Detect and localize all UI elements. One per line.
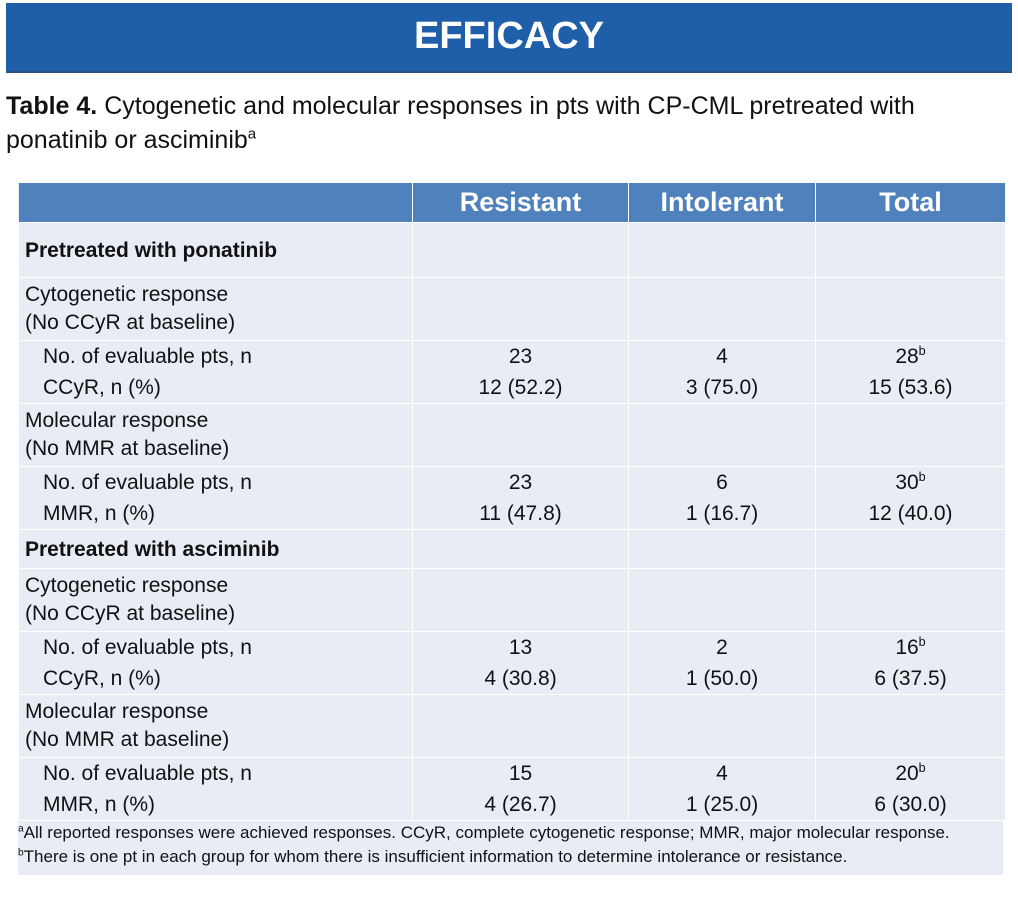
group-label-line1: Cytogenetic response [25,574,229,597]
empty-cell [629,223,816,278]
row-label: No. of evaluable pts, n [19,341,413,373]
footnote [18,821,1003,875]
group-label [19,695,413,758]
intolerant-value: 2 [629,632,816,664]
response-table [18,182,1006,820]
total-value: 12 (40.0) [868,502,953,525]
empty-cell [413,569,629,632]
total-cell [816,498,1006,530]
group-label [19,278,413,341]
banner-title: EFFICACY [6,3,1012,73]
caption-label: Table 4. [6,92,98,120]
total-value: 6 (30.0) [874,793,947,816]
total-value: 28 [895,345,919,368]
intolerant-value: 1 (16.7) [629,498,816,530]
group-label-line2: (No MMR at baseline) [25,728,230,751]
total-value: 6 (37.5) [874,667,947,690]
intolerant-value: 1 (50.0) [629,663,816,695]
header-label-column [19,183,413,223]
header-resistant: Resistant [413,183,629,223]
total-cell [816,789,1006,820]
section-row [19,223,1006,278]
resistant-value: 4 (26.7) [413,789,629,820]
resistant-value: 4 (30.8) [413,663,629,695]
group-label-line2: (No MMR at baseline) [25,437,230,460]
table-row [19,372,1006,404]
total-superscript: b [918,344,926,358]
total-cell [816,372,1006,404]
empty-cell [629,530,816,569]
row-label: CCyR, n (%) [19,663,413,695]
empty-cell [816,223,1006,278]
group-label-line2: (No CCyR at baseline) [25,602,236,625]
empty-cell [413,278,629,341]
table-body [19,223,1006,821]
total-cell [816,758,1006,790]
table-header-row [19,183,1006,223]
total-cell [816,632,1006,664]
group-row [19,695,1006,758]
empty-cell [816,278,1006,341]
footnote-text-b: There is one pt in each group for whom there is insufficient information to determine intolerance or resistance. [23,847,848,866]
empty-cell [629,404,816,467]
resistant-value: 15 [413,758,629,790]
group-label-line1: Molecular response [25,409,209,432]
intolerant-value: 4 [629,758,816,790]
table-row [19,498,1006,530]
empty-cell [629,569,816,632]
row-label: No. of evaluable pts, n [19,632,413,664]
total-cell [816,341,1006,373]
section-title: Pretreated with ponatinib [19,223,413,278]
empty-cell [629,278,816,341]
section-title: Pretreated with asciminib [19,530,413,569]
table-row [19,663,1006,695]
table-row [19,632,1006,664]
group-label [19,569,413,632]
total-superscript: b [918,761,926,775]
group-row [19,569,1006,632]
intolerant-value: 1 (25.0) [629,789,816,820]
intolerant-value: 3 (75.0) [629,372,816,404]
resistant-value: 11 (47.8) [413,498,629,530]
total-value: 16 [895,636,919,659]
empty-cell [816,404,1006,467]
empty-cell [413,404,629,467]
table-row [19,789,1006,820]
empty-cell [816,695,1006,758]
group-label-line1: Molecular response [25,700,209,723]
empty-cell [629,695,816,758]
total-cell [816,663,1006,695]
empty-cell [816,530,1006,569]
header-intolerant: Intolerant [629,183,816,223]
footnote-sup-b: b [18,847,24,859]
total-superscript: b [918,635,926,649]
group-label-line1: Cytogenetic response [25,283,229,306]
table-caption [6,89,1006,157]
header-total: Total [816,183,1006,223]
total-superscript: b [918,470,926,484]
total-cell [816,467,1006,499]
empty-cell [816,569,1006,632]
row-label: No. of evaluable pts, n [19,758,413,790]
total-value: 30 [895,471,919,494]
intolerant-value: 6 [629,467,816,499]
footnote-text-a: All reported responses were achieved responses. CCyR, complete cytogenetic response; MMR, major molecular response. [23,823,950,842]
table-row [19,758,1006,790]
group-row [19,404,1006,467]
footnote-sup-a: a [18,823,24,835]
section-row [19,530,1006,569]
resistant-value: 12 (52.2) [413,372,629,404]
intolerant-value: 4 [629,341,816,373]
table-row [19,341,1006,373]
resistant-value: 23 [413,341,629,373]
total-value: 20 [895,762,919,785]
row-label: MMR, n (%) [19,498,413,530]
caption-text: Cytogenetic and molecular responses in pts with CP-CML pretreated with ponatinib or asciminib [6,92,915,154]
resistant-value: 13 [413,632,629,664]
resistant-value: 23 [413,467,629,499]
caption-superscript: a [247,125,257,143]
row-label: MMR, n (%) [19,789,413,820]
table-row [19,467,1006,499]
row-label: CCyR, n (%) [19,372,413,404]
group-label [19,404,413,467]
row-label: No. of evaluable pts, n [19,467,413,499]
empty-cell [413,695,629,758]
group-label-line2: (No CCyR at baseline) [25,311,236,334]
empty-cell [413,223,629,278]
group-row [19,278,1006,341]
total-value: 15 (53.6) [868,376,953,399]
empty-cell [413,530,629,569]
